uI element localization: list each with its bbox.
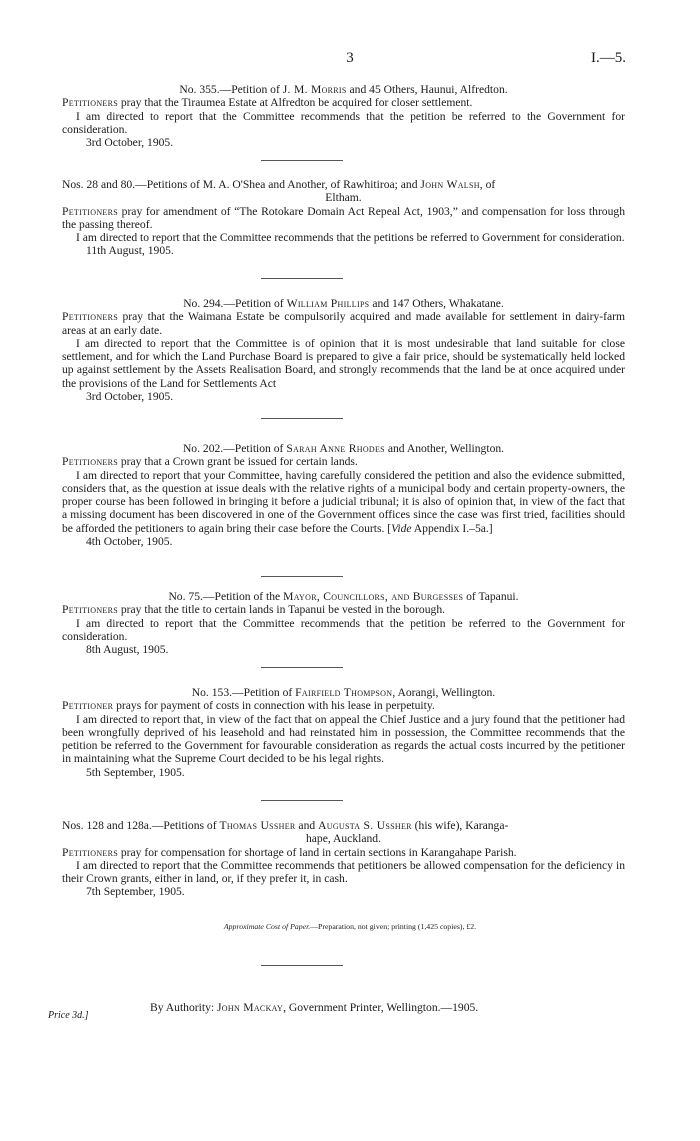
petition-date: 3rd October, 1905. xyxy=(86,390,174,404)
petition-report: I am directed to report that your Committee, having carefully considered the petition and also the evidence submitted, considers that, as the question at issue deals with the relative rights of a municipal body and certain property-owners, the proper course has been followed in bringing it before a judicial tribunal; it is also of opinion that, in view of the fact that a missing document has been discovered in one of the Government offices since the case was first tried, facilities should be afforded the petitioners to again bring their case before the Courts. [Vide Appendix I.–5a.] xyxy=(62,468,625,535)
petition-heading: Nos. 28 and 80.—Petitions of M. A. O'Shea and Another, of Rawhitiroa; and John Walsh, of Eltham. xyxy=(62,178,496,205)
petition-report: I am directed to report that the Committee recommends that the petitions be referred to Government for consideration. xyxy=(76,231,625,245)
petition-heading: Nos. 128 and 128a.—Petitions of Thomas Ussher and Augusta S. Ussher (his wife), Karanga- hape, Auckland. xyxy=(62,819,509,846)
petition-128: Nos. 128 and 128a.—Petitions of Thomas Ussher and Augusta S. Ussher (his wife), Karanga- hape, Auckland. Petitioners pray for compensation for shortage of land in certain sections in Karangahape Parish. I am directed to report that the Committee recommends that petitioners be allowed compensation for the deficiency in their Crown grants, either in land, or, if they prefer it, in cash. 7th September, 1905. xyxy=(62,819,625,899)
petition-date: 8th August, 1905. xyxy=(86,643,169,657)
divider xyxy=(261,965,343,966)
petition-355: No. 355.—Petition of J. M. Morris and 45 Others, Haunui, Alfredton. Petitioners pray that the Tiraumea Estate at Alfredton be acquired for closer settlement. I am directed to report that the Committee recommends that the petition be referred to the Government for consideration. 3rd October, 1905. xyxy=(62,83,625,150)
petition-date: 7th September, 1905. xyxy=(86,885,185,899)
page-reference: I.—5. xyxy=(591,50,626,66)
cost-of-paper-note: Approximate Cost of Paper.—Preparation, not given; printing (1,425 copies), £2. xyxy=(223,922,477,931)
petition-heading: No. 75.—Petition of the Mayor, Councillors, and Burgesses of Tapanui. xyxy=(168,590,519,603)
petition-heading: No. 294.—Petition of William Phillips and 147 Others, Whakatane. xyxy=(183,297,504,310)
petition-75: No. 75.—Petition of the Mayor, Councillors, and Burgesses of Tapanui. Petitioners pray that the title to certain lands in Tapanui be vested in the borough. I am directed to report that the Committee recommends that the petition be referred to the Government for consideration. 8th August, 1905. xyxy=(62,590,625,657)
divider xyxy=(261,160,343,161)
petition-date: 3rd October, 1905. xyxy=(86,136,174,150)
divider xyxy=(261,418,343,419)
authority-line: By Authority: John Mackay, Government Printer, Wellington.—1905. xyxy=(150,1001,479,1014)
petition-28-80: Nos. 28 and 80.—Petitions of M. A. O'Shea and Another, of Rawhitiroa; and John Walsh, of Eltham. Petitioners pray for amendment of “The Rotokare Domain Act Repeal Act, 1903,” and compensation for loss through the passing thereof. I am directed to report that the Committee recommends that the petitions be referred to Government for consideration. 11th August, 1905. xyxy=(62,178,625,258)
petition-report: I am directed to report that the Committee recommends that petitioners be allowed compensation for the deficiency in their Crown grants, either in land, or, if they prefer it, in cash. xyxy=(62,858,625,886)
petition-report: I am directed to report that, in view of the fact that on appeal the Chief Justice and a jury found that the petitioner had been wrongfully deprived of his leasehold and had reinstated him in possession, the Committee recommends that the petition be referred to the Government for favourable consideration as regards the actual costs incurred by the petitioner in maintaining what the Supreme Court decided to be his legal rights. xyxy=(62,712,625,766)
petition-report: I am directed to report that the Committee recommends that the petition be referred to the Government for consideration. xyxy=(62,109,625,136)
petition-202: No. 202.—Petition of Sarah Anne Rhodes and Another, Wellington. Petitioners pray that a Crown grant be issued for certain lands. I am directed to report that your Committee, having carefully considered the petition and also the evidence submitted, considers that, as the question at issue deals with the relative rights of a municipal body and certain property-owners, the proper course has been followed in bringing it before a judicial tribunal; it is also of opinion that, in view of the fact that a missing document has been discovered in one of the Government offices since the case was first tried, facilities should be afforded the petitioners to again bring their case before the Courts. [Vide Appendix I.–5a.] 4th October, 1905. xyxy=(62,442,625,549)
petition-294: No. 294.—Petition of William Phillips and 147 Others, Whakatane. Petitioners pray that the Waimana Estate be compulsorily acquired and made available for settlement in dairy-farm areas at an early date. I am directed to report that the Committee is of opinion that it is most undesirable that land suitable for close settlement, and for which the Land Purchase Board is prepared to give a fair price, should be systematically held locked up against settlement by the Assets Realisation Board, and strongly recommends that the land be at once acquired under the provisions of the Land for Settlements Act 3rd October, 1905. xyxy=(62,297,625,404)
price-note: Price 3d.] xyxy=(48,1010,89,1021)
divider xyxy=(261,667,343,668)
petition-date: 11th August, 1905. xyxy=(86,244,174,258)
divider xyxy=(261,278,343,279)
petition-heading: No. 355.—Petition of J. M. Morris and 45 Others, Haunui, Alfredton. xyxy=(179,83,508,96)
petition-report: I am directed to report that the Committee is of opinion that it is most undesirable that land suitable for close settlement, and for which the Land Purchase Board is prepared to give a fair price, should be systematically held locked up against settlement by the Assets Realisation Board, and strongly recommends that the land be at once acquired under the provisions of the Land for Settlements Act xyxy=(62,336,625,390)
petition-heading: No. 153.—Petition of Fairfield Thompson, Aorangi, Wellington. xyxy=(191,686,496,699)
petition-heading: No. 202.—Petition of Sarah Anne Rhodes and Another, Wellington. xyxy=(182,442,505,455)
divider xyxy=(261,800,343,801)
petition-date: 4th October, 1905. xyxy=(86,535,173,549)
divider xyxy=(261,576,343,577)
page-number: 3 xyxy=(346,50,354,66)
petition-date: 5th September, 1905. xyxy=(86,765,185,779)
petition-report: I am directed to report that the Committee recommends that the petition be referred to the Government for consideration. xyxy=(62,616,625,643)
petition-153: No. 153.—Petition of Fairfield Thompson, Aorangi, Wellington. Petitioner prays for payment of costs in connection with his lease in perpetuity. I am directed to report that, in view of the fact that on appeal the Chief Justice and a jury found that the petitioner had been wrongfully deprived of his leasehold and had reinstated him in possession, the Committee recommends that the petition be referred to the Government for favourable consideration as regards the actual costs incurred by the petitioner in maintaining what the Supreme Court decided to be his legal rights. 5th September, 1905. xyxy=(62,686,625,779)
